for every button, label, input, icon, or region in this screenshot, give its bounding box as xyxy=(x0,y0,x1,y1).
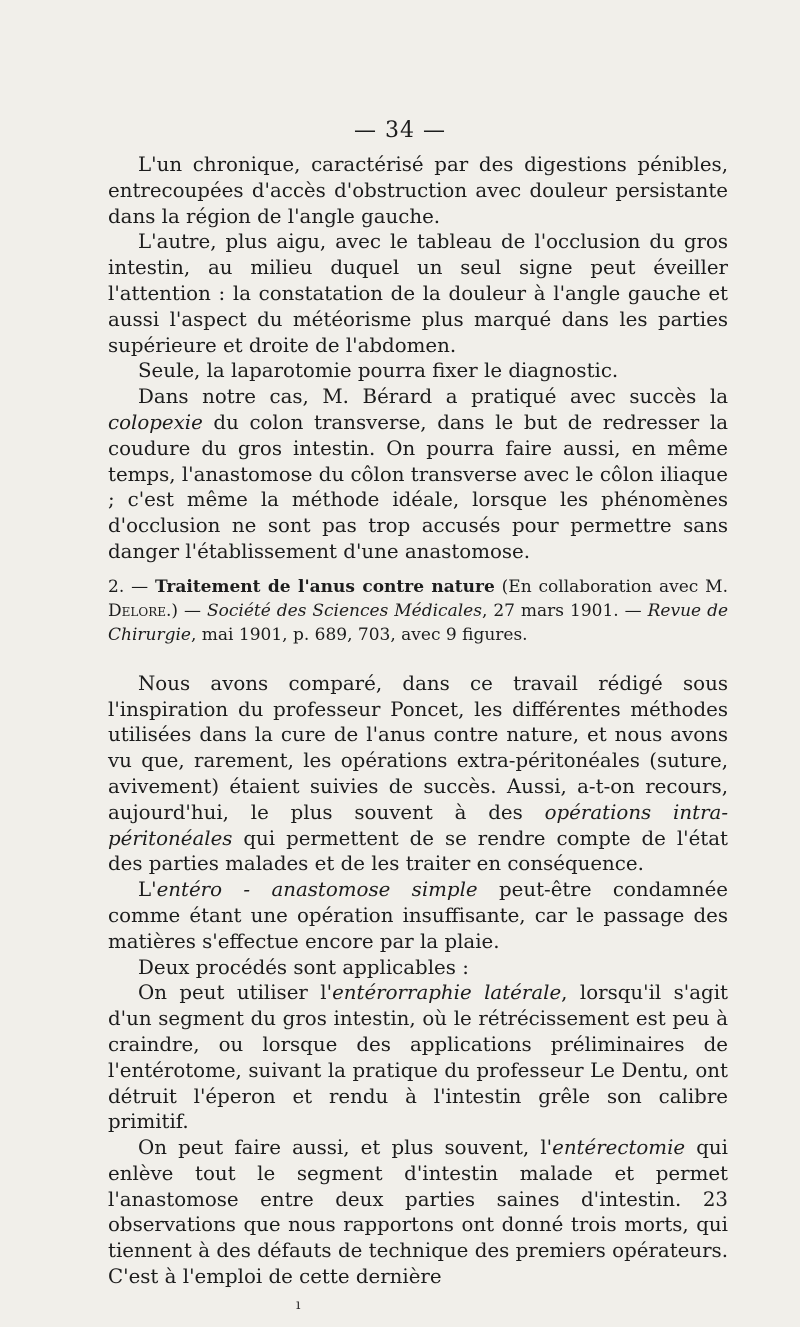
paragraph-anastomose xyxy=(108,877,728,954)
p2-text-after: peut-être condamnée comme étant une opération insuffisante, car le passage des matières s'effectue encore par la plaie. xyxy=(108,878,729,953)
case-italic-colopexie: colopexie xyxy=(108,410,203,434)
citation-collab-after: .) — xyxy=(166,600,207,621)
citation-date-1: , 27 mars 1901. — xyxy=(481,600,648,621)
p1-text-before: Nous avons comparé, dans ce travail rédigé sous l'inspiration du professeur Poncet, les différentes méthodes utilisées dans la cure de l'anus contre nature, et nous avons vu que, rarement, les opérations extra-péritonéales (suture, avivement) étaient suivies de succès. Aussi, a-t-on recours, aujourd'hui, le plus souvent à des xyxy=(108,671,728,824)
p4-text-after: , lorsqu'il s'agit d'un segment du gros intestin, où le rétrécissement est peu à craindre, ou lorsque des applications préliminaires de l'entérotome, suivant la pratique du professeur Le Dentu, ont détruit l'éperon et rendu à l'intestin grêle son calibre primitif. xyxy=(108,981,728,1134)
citation-details: , mai 1901, p. 689, 703, avec 9 figures. xyxy=(190,624,528,645)
bottom-mark: ı xyxy=(296,1297,301,1313)
citation-number: 2. xyxy=(108,576,125,597)
case-text-after: du colon transverse, dans le but de redresser la coudure du gros intestin. On pourra faire aussi, en même temps, l'anastomose du côlon transverse avec le côlon iliaque ; c'est même la méthode idéale, lorsque les phénomènes d'occlusion ne sont pas trop accusés pour permettre sans danger l'établissement d'une anastomose. xyxy=(108,410,728,563)
citation-journal-2: Revue de Chirurgie xyxy=(108,600,729,645)
citation-dash: — xyxy=(124,576,155,597)
p4-text-before: On peut utiliser l' xyxy=(138,981,333,1005)
p5-text-before: On peut faire aussi, et plus souvent, l' xyxy=(138,1136,553,1160)
paragraph-case xyxy=(108,384,728,565)
p5-italic: entérectomie xyxy=(552,1136,686,1160)
p1-italic: opérations intra-péritonéales xyxy=(108,800,729,850)
case-text-before: Dans notre cas, M. Bérard a pratiqué avec succès la xyxy=(138,385,728,409)
body-text xyxy=(108,152,728,1290)
paragraph-chronic: L'un chronique, caractérisé par des digestions pénibles, entrecoupées d'accès d'obstruction avec douleur persistante dans la région de l'angle gauche. xyxy=(108,153,728,228)
paragraph-procedures: Deux procédés sont applicables : xyxy=(138,955,469,979)
p2-italic: entéro - anastomose simple xyxy=(156,878,478,902)
paragraph-enterorraphie xyxy=(108,980,728,1135)
paragraph-laparotomy: Seule, la laparotomie pourra fixer le diagnostic. xyxy=(138,359,619,383)
p1-text-after: qui permettent de se rendre compte de l'état des parties malades et de les traiter en conséquence. xyxy=(108,826,728,876)
p5-text-after: qui enlève tout le segment d'intestin malade et permet l'anastomose entre deux parties saines d'intestin. 23 observations que nous rapportons ont donné trois morts, qui tiennent à des défauts de technique des premiers opérateurs. C'est à l'emploi de cette dernière xyxy=(108,1136,728,1289)
p4-italic: entérorraphie latérale xyxy=(332,981,562,1005)
citation-author: Delore xyxy=(108,600,166,621)
page-number: — 34 — xyxy=(354,118,446,143)
paragraph-acute: L'autre, plus aigu, avec le tableau de l'occlusion du gros intestin, au milieu duquel un seul signe peut éveiller l'attention : la constatation de la douleur à l'angle gauche et aussi l'aspect du météorisme plus marqué dans les parties supérieure et droite de l'abdomen. xyxy=(108,230,728,357)
publication-citation xyxy=(108,575,728,647)
p2-prefix: L' xyxy=(138,878,157,902)
paragraph-enterectomie xyxy=(108,1135,728,1290)
paragraph-comparison xyxy=(108,671,728,877)
citation-title: Traitement de l'anus contre nature xyxy=(154,576,495,597)
citation-journal-1: Société des Sciences Médicales xyxy=(206,600,482,621)
citation-collab-before: (En collaboration avec M. xyxy=(494,576,728,597)
